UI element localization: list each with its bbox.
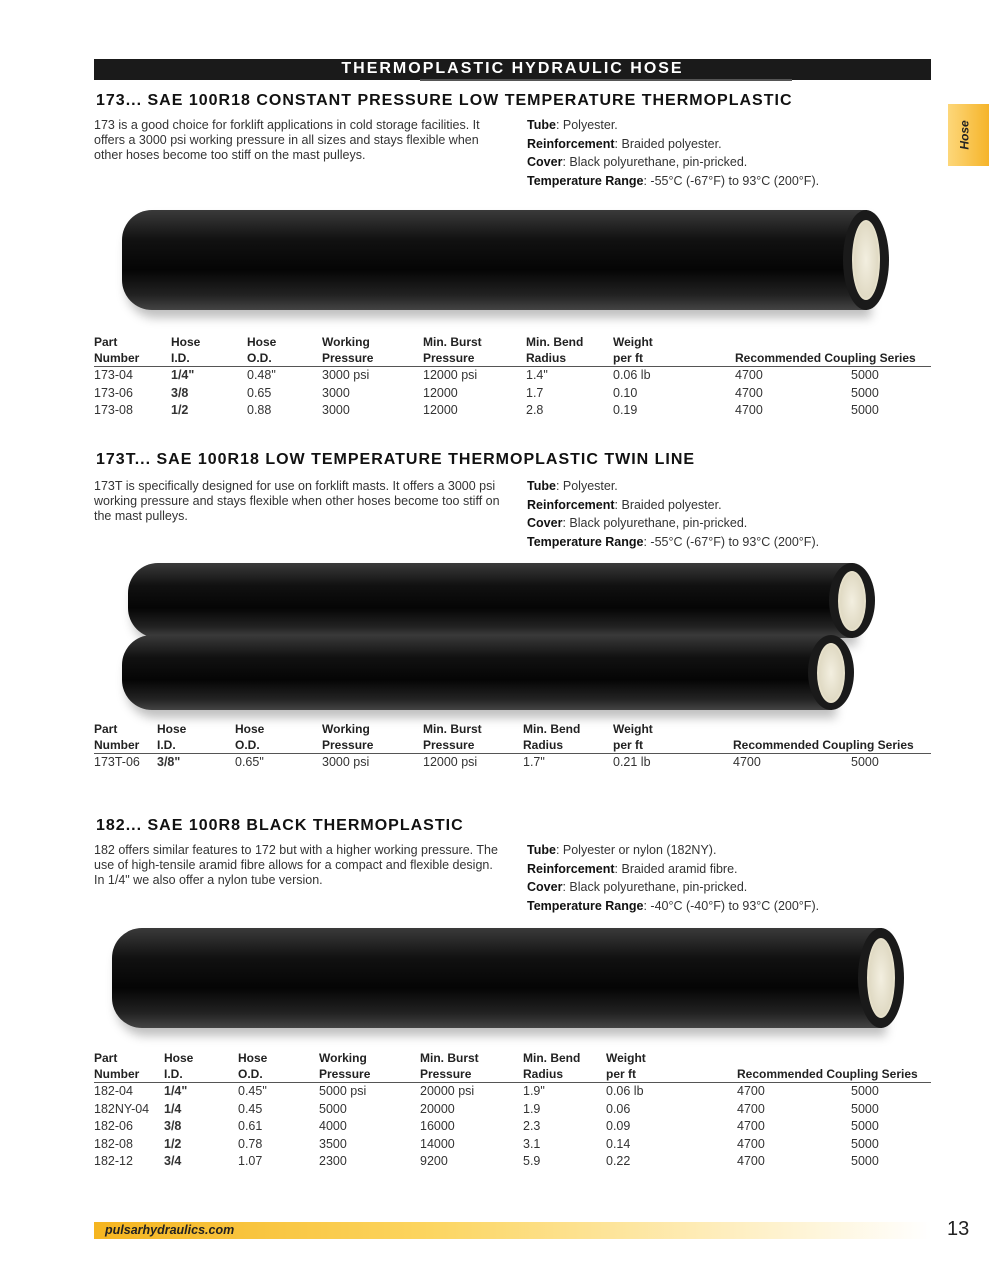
footer-bar: [94, 1222, 931, 1239]
table-cell: 0.22: [606, 1154, 631, 1168]
spec-line: Temperature Range: -40°C (-40°F) to 93°C (200°F).: [527, 898, 820, 913]
table-cell: 12000: [423, 385, 458, 400]
specs-173t: [527, 477, 819, 551]
page-banner: [94, 59, 931, 80]
spec-label: Reinforcement: [527, 497, 615, 512]
column-header: Hose I.D.: [157, 722, 187, 752]
spec-line: Reinforcement: Braided polyester.: [527, 497, 722, 512]
column-header: Part Number: [94, 722, 140, 752]
table-header: [94, 1050, 931, 1083]
table-cell: 1/4": [171, 368, 195, 382]
table-cell: 1.7": [523, 755, 545, 769]
table-cell: 182-12: [94, 1154, 133, 1168]
table-cell: 0.06 lb: [606, 1084, 644, 1098]
table-cell: 5000: [851, 755, 879, 769]
table-cell: 173-06: [94, 385, 133, 400]
table-cell: 1.07: [238, 1154, 263, 1168]
table-cell: 1/2: [164, 1136, 182, 1151]
table-cell: 0.21 lb: [613, 755, 651, 769]
table-cell: 173-04: [94, 368, 133, 382]
table-cell: 3/8: [164, 1119, 182, 1133]
table-cell: 4700: [735, 403, 763, 417]
spec-value: Braided aramid fibre.: [621, 861, 738, 876]
table-row: [94, 1118, 931, 1136]
spec-value: -40°C (-40°F) to 93°C (200°F).: [650, 898, 820, 913]
table-cell: 0.45: [238, 1101, 263, 1116]
table-cell: 16000: [420, 1119, 455, 1133]
table-cell: 0.09: [606, 1119, 631, 1133]
table-row: [94, 367, 931, 385]
table-cell: 0.45": [238, 1084, 267, 1098]
spec-value: Black polyurethane, pin-pricked.: [569, 880, 748, 894]
table-cell: 0.06 lb: [613, 368, 651, 382]
table-cell: 3000: [322, 385, 350, 400]
spec-label: Tube: [527, 118, 556, 132]
column-header: Working Pressure: [319, 1051, 371, 1081]
column-header: Hose O.D.: [238, 1051, 268, 1081]
specs-173: [527, 116, 819, 190]
table-cell: 2.8: [526, 403, 544, 417]
table-cell: 0.65: [247, 385, 272, 400]
spec-label: Temperature Range: [527, 898, 644, 913]
banner-title: THERMOPLASTIC HYDRAULIC HOSE: [341, 60, 684, 77]
spec-table-173t: [94, 721, 931, 772]
table-cell: 3500: [319, 1136, 347, 1151]
table-cell: 0.06: [606, 1101, 631, 1116]
website-link[interactable]: pulsarhydraulics.com: [105, 1223, 235, 1237]
column-header: Min. Bend Radius: [523, 1051, 581, 1081]
spec-label: Temperature Range: [527, 173, 644, 188]
table-cell: 1/4": [164, 1084, 188, 1098]
column-header: Working Pressure: [322, 335, 374, 365]
table-cell: 4700: [735, 368, 763, 382]
table-row: [94, 402, 931, 420]
column-header: Hose O.D.: [247, 335, 277, 365]
column-header: Recommended Coupling Series: [733, 738, 914, 752]
hose-image-173: [122, 210, 867, 310]
spec-label: Tube: [527, 479, 556, 493]
column-header: Weight per ft: [606, 1051, 646, 1081]
table-cell: 0.48": [247, 368, 276, 382]
column-header: Hose I.D.: [171, 335, 201, 365]
table-cell: 0.78: [238, 1136, 263, 1151]
column-header: Recommended Coupling Series: [735, 351, 916, 365]
table-row: [94, 1101, 931, 1119]
section-description-173: 173 is a good choice for forklift applications in cold storage facilities. It offers a 3000 psi working pressure in all sizes and stays flexible when other hoses become too stiff on the mast pulleys.: [94, 118, 480, 162]
column-header: Recommended Coupling Series: [737, 1067, 918, 1081]
section-description-182: 182 offers similar features to 172 but with a higher working pressure. The use of high-tensile aramid fibre allows for a compact and flexible design. In 1/4" we also offer a nylon tube version.: [94, 843, 498, 887]
table-cell: 4700: [733, 755, 761, 769]
table-cell: 5000: [851, 403, 879, 417]
table-cell: 1.9: [523, 1101, 541, 1116]
hose-image-173t-lower: [122, 635, 832, 710]
table-cell: 5000: [851, 1119, 879, 1133]
spec-line: Cover: Black polyurethane, pin-pricked.: [527, 880, 748, 894]
table-cell: 0.14: [606, 1136, 631, 1151]
table-cell: 12000 psi: [423, 368, 478, 382]
spec-line: Cover: Black polyurethane, pin-pricked.: [527, 155, 748, 169]
spec-label: Reinforcement: [527, 861, 615, 876]
column-header: [851, 334, 854, 350]
table-cell: 1.7: [526, 385, 544, 400]
table-cell: 12000 psi: [423, 755, 478, 769]
table-cell: 2300: [319, 1154, 347, 1168]
spec-label: Cover: [527, 880, 563, 894]
hose-image-173t-upper: [128, 563, 853, 638]
spec-value: Black polyurethane, pin-pricked.: [569, 516, 748, 530]
table-cell: 5000: [851, 1136, 879, 1151]
column-header: [851, 721, 854, 737]
column-header: Part Number: [94, 335, 140, 365]
column-header: Hose O.D.: [235, 722, 265, 752]
table-cell: 3/8": [157, 755, 181, 769]
column-header: Weight per ft: [613, 722, 653, 752]
table-cell: 4700: [737, 1136, 765, 1151]
table-cell: 1/4: [164, 1101, 182, 1116]
table-cell: 4000: [319, 1119, 347, 1133]
table-cell: 3/8: [171, 385, 189, 400]
column-header: Min. Burst Pressure: [423, 335, 482, 365]
table-cell: 173-08: [94, 403, 133, 417]
column-header: Weight per ft: [613, 335, 653, 365]
column-header: Working Pressure: [322, 722, 374, 752]
specs-182: [527, 841, 819, 915]
table-cell: 5000: [851, 368, 879, 382]
spec-line: Tube: Polyester.: [527, 479, 618, 493]
column-header: Min. Burst Pressure: [423, 722, 482, 752]
spec-line: Cover: Black polyurethane, pin-pricked.: [527, 516, 748, 530]
table-cell: 20000: [420, 1101, 455, 1116]
table-header: [94, 721, 931, 754]
spec-value: Polyester.: [562, 118, 618, 132]
table-cell: 1/2: [171, 403, 189, 417]
table-row: [94, 1153, 931, 1171]
section-title-182: 182... SAE 100R8 BLACK THERMOPLASTIC: [96, 817, 464, 834]
spec-line: Reinforcement: Braided polyester.: [527, 136, 722, 151]
table-cell: 5000 psi: [319, 1084, 367, 1098]
column-header: Part Number: [94, 1051, 140, 1081]
table-row: [94, 385, 931, 403]
table-cell: 4700: [735, 385, 763, 400]
spec-label: Temperature Range: [527, 534, 644, 549]
table-row: [94, 754, 931, 772]
spec-table-182: [94, 1050, 931, 1171]
table-cell: 3.1: [523, 1136, 541, 1151]
spec-value: Black polyurethane, pin-pricked.: [569, 155, 748, 169]
table-cell: 4700: [737, 1119, 765, 1133]
spec-label: Cover: [527, 155, 563, 169]
page-number: 13: [947, 1218, 970, 1240]
table-cell: 182NY-04: [94, 1101, 150, 1116]
spec-line: Tube: Polyester or nylon (182NY).: [527, 843, 717, 857]
spec-line: Tube: Polyester.: [527, 118, 618, 132]
table-cell: 3000 psi: [322, 368, 370, 382]
table-cell: 0.10: [613, 385, 638, 400]
table-cell: 1.4": [526, 368, 548, 382]
spec-value: Polyester or nylon (182NY).: [562, 843, 717, 857]
table-cell: 5000: [851, 385, 879, 400]
table-cell: 2.3: [523, 1119, 541, 1133]
column-header: Min. Burst Pressure: [420, 1051, 479, 1081]
column-header: [851, 1050, 854, 1066]
table-cell: 14000: [420, 1136, 455, 1151]
table-cell: 20000 psi: [420, 1084, 475, 1098]
table-cell: 5000: [851, 1084, 879, 1098]
table-cell: 4700: [737, 1084, 765, 1098]
table-row: [94, 1083, 931, 1101]
table-cell: 0.65": [235, 755, 264, 769]
spec-table-173: [94, 334, 931, 420]
table-cell: 5000: [851, 1101, 879, 1116]
table-cell: 0.61: [238, 1119, 263, 1133]
spec-label: Tube: [527, 843, 556, 857]
hose-image-182: [112, 928, 882, 1028]
table-cell: 0.88: [247, 403, 272, 417]
table-header: [94, 334, 931, 367]
table-cell: 5.9: [523, 1154, 541, 1168]
table-cell: 4700: [737, 1154, 765, 1168]
table-cell: 3/4: [164, 1154, 182, 1168]
side-tab-hose[interactable]: [948, 104, 989, 166]
table-cell: 0.19: [613, 403, 638, 417]
table-cell: 4700: [737, 1101, 765, 1116]
spec-line: Temperature Range: -55°C (-67°F) to 93°C (200°F).: [527, 534, 820, 549]
spec-label: Cover: [527, 516, 563, 530]
table-cell: 182-06: [94, 1119, 133, 1133]
section-title-173t: 173T... SAE 100R18 LOW TEMPERATURE THERMOPLASTIC TWIN LINE: [96, 451, 696, 468]
table-row: [94, 1136, 931, 1154]
table-cell: 5000: [319, 1101, 347, 1116]
table-cell: 173T-06: [94, 755, 140, 769]
spec-value: -55°C (-67°F) to 93°C (200°F).: [650, 534, 820, 549]
side-tab-label: Hose: [957, 120, 972, 150]
table-cell: 5000: [851, 1154, 879, 1168]
table-cell: 9200: [420, 1154, 448, 1168]
column-header: Min. Bend Radius: [526, 335, 584, 365]
spec-value: Braided polyester.: [621, 136, 722, 151]
section-description-173t: 173T is specifically designed for use on forklift masts. It offers a 3000 psi working pressure and stays flexible when other hoses become too stiff on the mast pulleys.: [94, 479, 500, 523]
table-cell: 3000: [322, 403, 350, 417]
table-cell: 3000 psi: [322, 755, 370, 769]
spec-line: Reinforcement: Braided aramid fibre.: [527, 861, 738, 876]
spec-line: Temperature Range: -55°C (-67°F) to 93°C (200°F).: [527, 173, 820, 188]
table-cell: 12000: [423, 403, 458, 417]
table-cell: 1.9": [523, 1084, 545, 1098]
spec-value: Braided polyester.: [621, 497, 722, 512]
table-cell: 182-04: [94, 1084, 133, 1098]
spec-label: Reinforcement: [527, 136, 615, 151]
table-cell: 182-08: [94, 1136, 133, 1151]
spec-value: -55°C (-67°F) to 93°C (200°F).: [650, 173, 820, 188]
column-header: Min. Bend Radius: [523, 722, 581, 752]
section-title-173: 173... SAE 100R18 CONSTANT PRESSURE LOW TEMPERATURE THERMOPLASTIC: [96, 92, 793, 109]
column-header: Hose I.D.: [164, 1051, 194, 1081]
spec-value: Polyester.: [562, 479, 618, 493]
